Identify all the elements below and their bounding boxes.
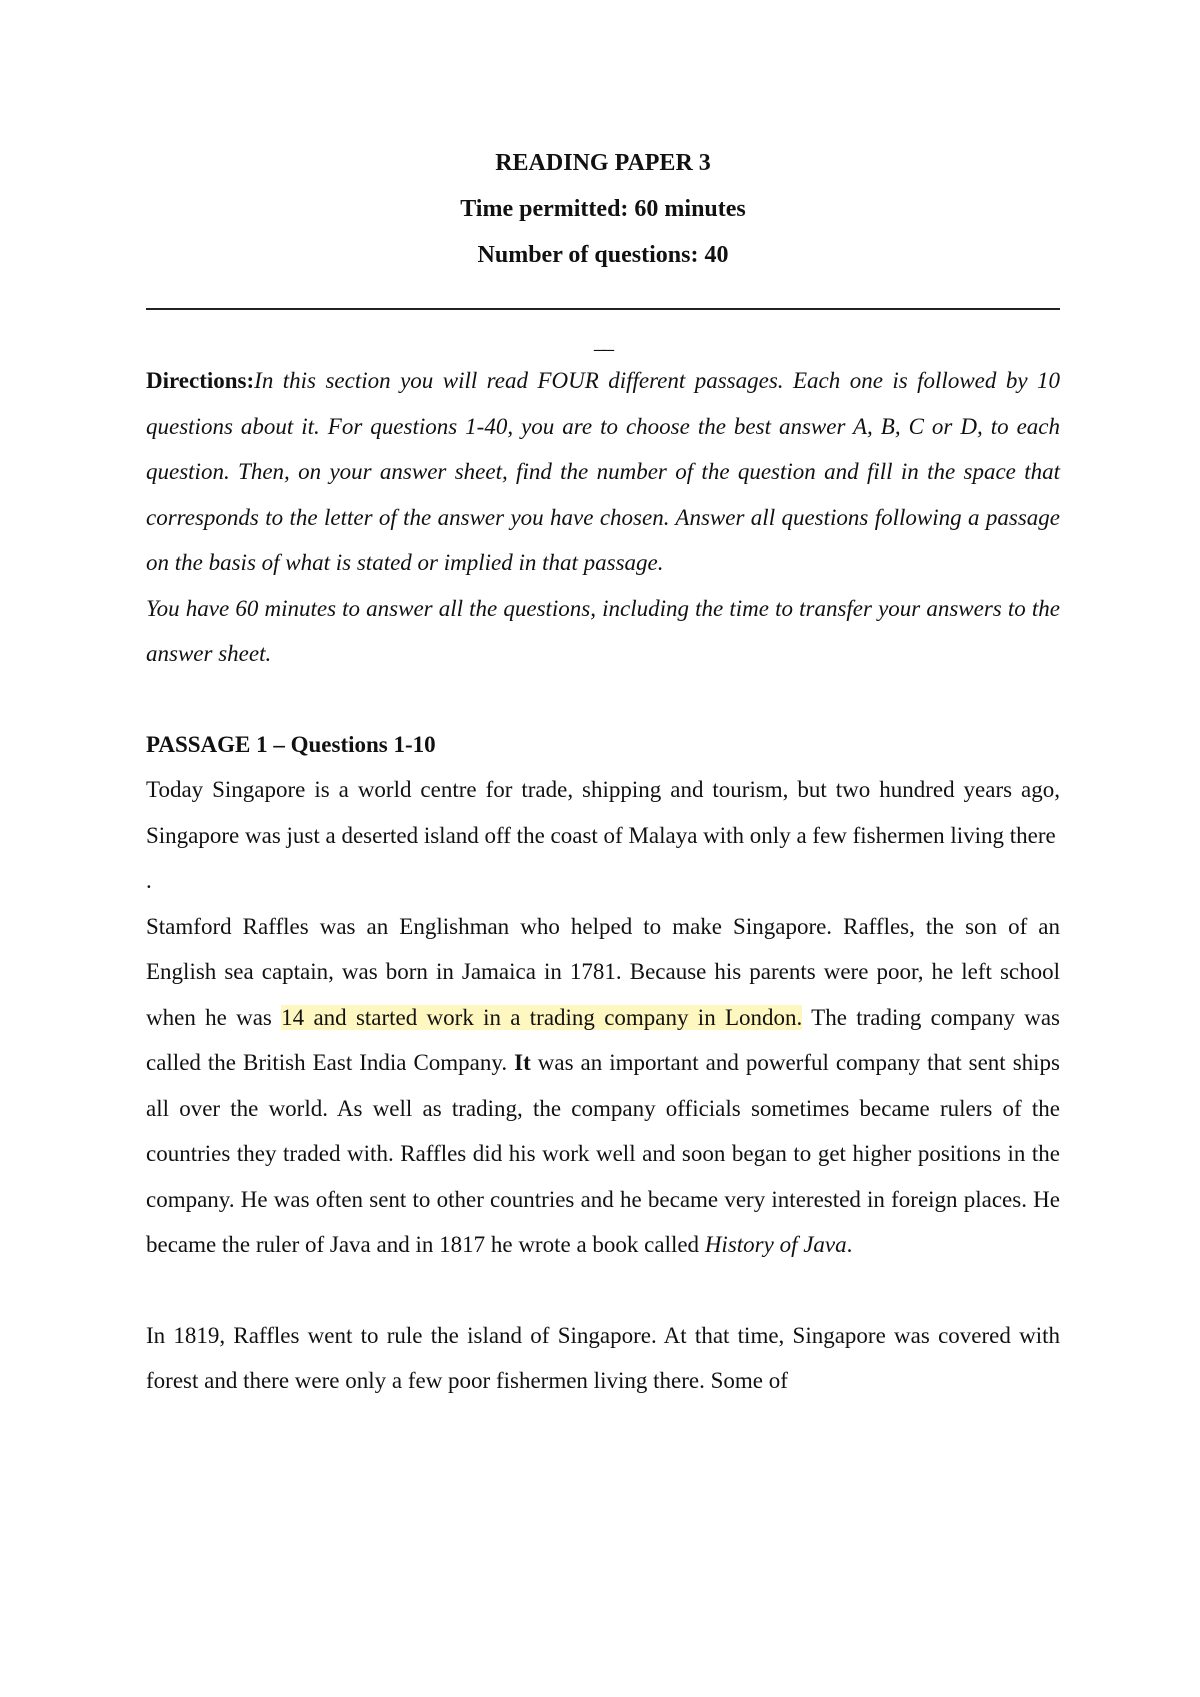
para2-start: Stamford Raffles was an Englishman who helped to make Singapore. Raffles, the son of an English sea captain, was born in Jamaica in 1781. Because his parents were poor, he left school when he was [146, 913, 1060, 1030]
para2-rest: was an important and powerful company that sent ships all over the world. As well as trading, the company officials sometimes became rulers of the countries they traded with. Raffles did his work well and soon began to get higher positions in the company. He was often sent to other countries and he became very interested in foreign places. He became the ruler of Java and in 1817 he wrote a book called [146, 1050, 1060, 1257]
highlighted-text: 14 and started work in a trading company in London. [281, 1004, 803, 1030]
divider-rule [146, 308, 1060, 310]
time-permitted: Time permitted: 60 minutes [460, 196, 746, 222]
document-page [146, 140, 1060, 1404]
divider-rule-tail: __ [594, 328, 612, 353]
passage-1-paragraph-1: Today Singapore is a world centre for trade, shipping and tourism, but two hundred years ago, Singapore was just a deserted island off the coast of Malaya with only a few fishermen living there [146, 777, 1060, 848]
passage-1-paragraph-2 [146, 904, 1060, 1268]
spacer [146, 677, 1060, 722]
spacer [146, 1268, 1060, 1313]
stray-dot: . [146, 868, 152, 893]
para2-end: . [846, 1232, 853, 1257]
book-title: History of Java [704, 1232, 847, 1257]
time-note: You have 60 minutes to answer all the questions, including the time to transfer your answers to the answer sheet. [146, 595, 1060, 666]
passage-1-heading: PASSAGE 1 – Questions 1-10 [146, 731, 436, 757]
paper-title: READING PAPER 3 [495, 150, 711, 176]
directions-label: Directions: [146, 368, 255, 393]
number-of-questions: Number of questions: 40 [477, 242, 729, 268]
para2-mid: The trading company was called the British East India Company. [146, 1004, 1061, 1075]
directions-paragraph [146, 358, 1060, 586]
directions-text: In this section you will read FOUR different passages. Each one is followed by 10 questions about it. For questions 1-40, you are to choose the best answer A, B, C or D, to each question. Then, on your answer sheet, find the number of the question and fill in the space that corresponds to the letter of the answer you have chosen. Answer all questions following a passage on the basis of what is stated or implied in that passage. [146, 368, 1060, 575]
para2-bold-word: It [514, 1050, 531, 1075]
passage-1-paragraph-3: In 1819, Raffles went to rule the island of Singapore. At that time, Singapore was covered with forest and there were only a few poor fishermen living there. Some of [146, 1322, 1060, 1393]
